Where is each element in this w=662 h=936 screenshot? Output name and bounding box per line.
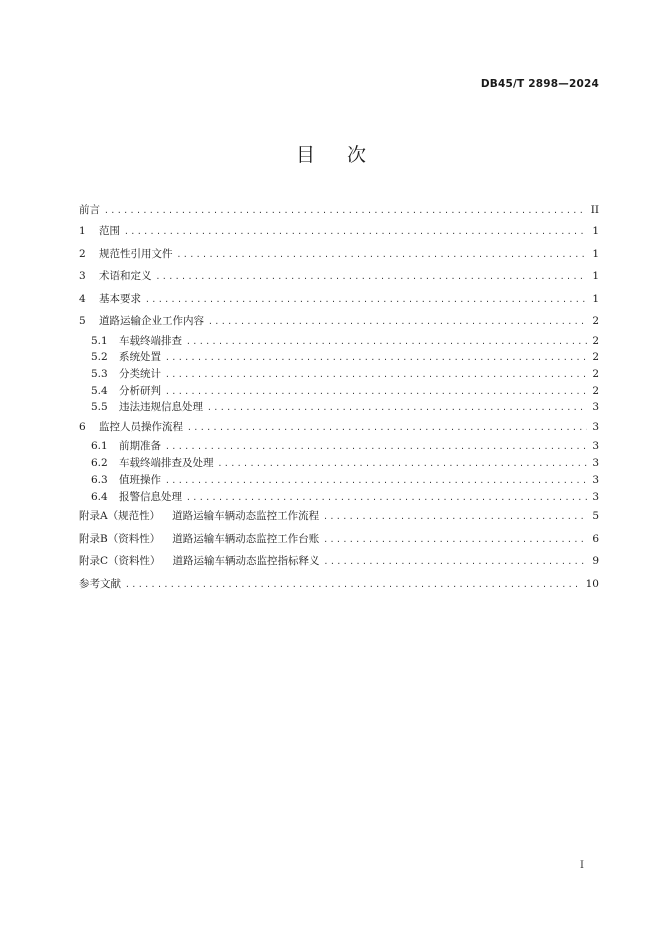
leader-dots xyxy=(186,490,587,507)
toc-entry-number: 6.4 xyxy=(91,490,108,503)
leader-dots xyxy=(324,551,587,574)
toc-entry-2[interactable] xyxy=(79,243,599,266)
leader-dots xyxy=(187,417,587,440)
toc-entry-title: 监控人员操作流程 xyxy=(99,420,183,433)
toc-entry-5-1[interactable] xyxy=(79,333,599,350)
toc-entry-number: 3 xyxy=(79,270,86,282)
toc-entry-number: 6.3 xyxy=(91,473,108,486)
leader-dots xyxy=(145,289,587,312)
toc-entry-title: 道路运输车辆动态监控指标释义 xyxy=(172,555,320,568)
page-number: I xyxy=(580,860,584,871)
leader-dots xyxy=(165,384,587,401)
toc-entry-title: 道路运输车辆动态监控工作流程 xyxy=(172,510,320,523)
leader-dots xyxy=(207,400,587,417)
toc-entry-page: 10 xyxy=(585,577,599,590)
toc-entry-page: 1 xyxy=(592,270,599,282)
toc-entry-5-2[interactable] xyxy=(79,349,599,366)
toc-entry-page: 3 xyxy=(592,490,599,503)
toc-entry-appendix-b[interactable] xyxy=(79,528,599,551)
toc-entry-number: 1 xyxy=(79,225,86,237)
toc-entry-page: 1 xyxy=(592,292,599,305)
toc-entry-title: 术语和定义 xyxy=(99,270,152,282)
leader-dots xyxy=(186,334,587,351)
toc-entry-title: 基本要求 xyxy=(99,292,141,305)
toc-entry-page: 5 xyxy=(592,510,599,523)
toc-entry-6-3[interactable] xyxy=(79,472,599,489)
toc-entry-appendix-c[interactable] xyxy=(79,550,599,573)
toc-entry-page: 2 xyxy=(592,315,599,327)
toc-entry-foreword[interactable] xyxy=(79,200,599,220)
toc-entry-6-2[interactable] xyxy=(79,455,599,472)
toc-entry-number: 附录C（资料性） xyxy=(79,555,161,568)
toc-entry-references[interactable] xyxy=(79,573,599,596)
toc-entry-title: 前期准备 xyxy=(119,440,161,453)
toc-entry-page: II xyxy=(590,204,599,216)
toc-entry-5-3[interactable] xyxy=(79,366,599,383)
toc-entry-number: 5 xyxy=(79,315,86,327)
toc-entry-page: 9 xyxy=(592,555,599,568)
toc-entry-title: 车载终端排查及处理 xyxy=(119,457,214,470)
toc-entry-4[interactable] xyxy=(79,288,599,311)
toc-entry-5-4[interactable] xyxy=(79,383,599,400)
toc-entry-page: 1 xyxy=(592,247,599,260)
leader-dots xyxy=(323,506,587,529)
leader-dots xyxy=(104,201,587,221)
toc-entry-title: 车载终端排查 xyxy=(119,334,182,347)
toc-entry-5[interactable] xyxy=(79,310,599,333)
leader-dots xyxy=(165,439,587,456)
toc-entry-number: 6.1 xyxy=(91,440,108,453)
leader-dots xyxy=(323,529,587,552)
toc-entry-title: 值班操作 xyxy=(119,473,161,486)
toc-entry-title: 系统处置 xyxy=(119,351,161,364)
toc-entry-6-1[interactable] xyxy=(79,438,599,455)
toc-entry-number: 6 xyxy=(79,420,86,433)
toc-entry-title: 参考文献 xyxy=(79,577,121,590)
toc-entry-title: 范围 xyxy=(99,225,120,237)
toc-entry-title: 报警信息处理 xyxy=(119,490,182,503)
toc-entry-number: 5.3 xyxy=(91,367,108,380)
leader-dots xyxy=(125,574,582,597)
title-char-1: 目 xyxy=(295,144,315,166)
leader-dots xyxy=(165,350,587,367)
toc-entry-title: 违法违规信息处理 xyxy=(119,401,203,414)
toc-entry-title: 分类统计 xyxy=(119,367,161,380)
toc-entry-appendix-a[interactable] xyxy=(79,505,599,528)
page-title xyxy=(0,140,662,167)
toc-entry-title: 分析研判 xyxy=(119,384,161,397)
leader-dots xyxy=(218,456,588,473)
leader-dots xyxy=(165,473,587,490)
document-code: DB45/T 2898—2024 xyxy=(480,78,599,90)
toc-entry-page: 2 xyxy=(592,367,599,380)
toc-entry-number: 5.4 xyxy=(91,384,108,397)
title-char-2: 次 xyxy=(347,144,367,166)
toc-entry-page: 2 xyxy=(592,384,599,397)
toc-entry-page: 1 xyxy=(592,225,599,237)
toc-entry-title: 前言 xyxy=(79,204,100,216)
toc-entry-page: 3 xyxy=(592,457,599,470)
toc-entry-page: 3 xyxy=(592,440,599,453)
table-of-contents xyxy=(79,200,599,595)
toc-entry-number: 4 xyxy=(79,292,86,305)
toc-entry-page: 6 xyxy=(592,532,599,545)
toc-entry-number: 6.2 xyxy=(91,457,108,470)
leader-dots xyxy=(177,244,588,267)
leader-dots xyxy=(124,221,587,244)
toc-entry-title: 道路运输企业工作内容 xyxy=(99,315,204,327)
toc-entry-3[interactable] xyxy=(79,265,599,288)
toc-entry-1[interactable] xyxy=(79,220,599,243)
leader-dots xyxy=(208,311,587,334)
toc-entry-6-4[interactable] xyxy=(79,489,599,506)
toc-entry-number: 附录B（资料性） xyxy=(79,532,161,545)
toc-entry-page: 3 xyxy=(592,420,599,433)
toc-entry-number: 5.5 xyxy=(91,401,108,414)
toc-entry-page: 2 xyxy=(592,351,599,364)
toc-entry-page: 3 xyxy=(592,473,599,486)
toc-entry-page: 2 xyxy=(592,334,599,347)
toc-entry-title: 道路运输车辆动态监控工作台账 xyxy=(172,532,320,545)
toc-entry-page: 3 xyxy=(592,401,599,414)
toc-entry-number: 附录A（规范性） xyxy=(79,510,161,523)
toc-entry-title: 规范性引用文件 xyxy=(99,247,173,260)
leader-dots xyxy=(165,367,587,384)
toc-entry-number: 5.1 xyxy=(91,334,108,347)
toc-entry-number: 5.2 xyxy=(91,351,108,364)
leader-dots xyxy=(156,266,588,289)
toc-entry-6[interactable] xyxy=(79,416,599,439)
toc-entry-number: 2 xyxy=(79,247,86,260)
toc-entry-5-5[interactable] xyxy=(79,399,599,416)
